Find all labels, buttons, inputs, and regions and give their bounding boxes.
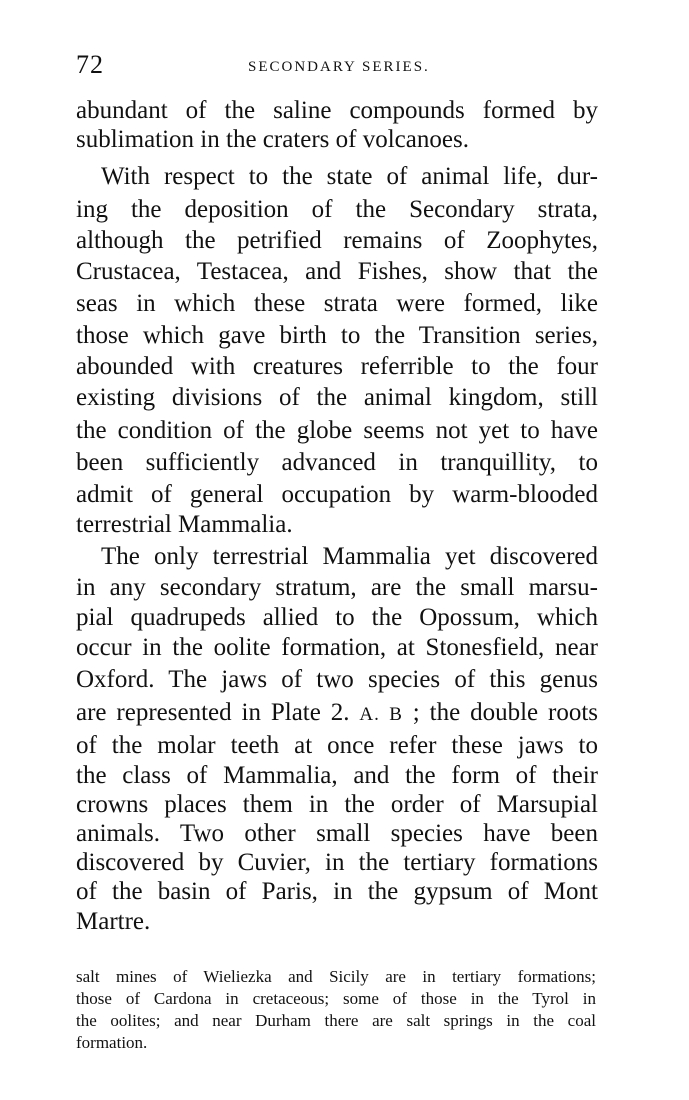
- text-line: of the basin of Paris, in the gypsum of Mont: [76, 878, 598, 905]
- figure-reference: A. B: [359, 704, 403, 725]
- text-line: ing the deposition of the Secondary strata,: [76, 196, 598, 223]
- footnote-line: the oolites; and near Durham there are salt springs in the coal: [76, 1011, 596, 1030]
- footnote-line: salt mines of Wieliezka and Sicily are in tertiary formations;: [76, 967, 596, 986]
- text-line: Oxford. The jaws of two species of this genus: [76, 666, 598, 693]
- text-line: [76, 698, 598, 728]
- text-line: the condition of the globe seems not yet to have: [76, 417, 598, 444]
- text-line: Crustacea, Testacea, and Fishes, show that the: [76, 258, 598, 285]
- text-line: in any secondary stratum, are the small marsu-: [76, 574, 598, 601]
- text-line: abounded with creatures referrible to the four: [76, 353, 598, 380]
- text-line: been sufficiently advanced in tranquillity, to: [76, 449, 598, 476]
- page-number: 72: [76, 50, 104, 79]
- text-line: occur in the oolite formation, at Stonesfield, near: [76, 634, 598, 661]
- text-line: The only terrestrial Mammalia yet discovered: [101, 543, 598, 570]
- text-line: of the molar teeth at once refer these jaws to: [76, 732, 598, 759]
- text-line: existing divisions of the animal kingdom, still: [76, 384, 598, 411]
- text-line: abundant of the saline compounds formed by: [76, 97, 598, 124]
- text-fragment: ; the double roots: [412, 699, 598, 726]
- text-fragment: are represented in Plate 2.: [76, 699, 350, 726]
- text-line: pial quadrupeds allied to the Opossum, which: [76, 604, 598, 631]
- text-line: terrestrial Mammalia.: [76, 511, 293, 538]
- text-line: sublimation in the craters of volcanoes.: [76, 126, 469, 153]
- text-line: those which gave birth to the Transition series,: [76, 322, 598, 349]
- text-line: With respect to the state of animal life, dur-: [101, 163, 598, 190]
- text-line: Martre.: [76, 908, 151, 935]
- running-head: SECONDARY SERIES.: [248, 59, 430, 75]
- text-line: animals. Two other small species have been: [76, 820, 598, 847]
- footnote-line: those of Cardona in cretaceous; some of those in the Tyrol in: [76, 989, 596, 1008]
- text-line: the class of Mammalia, and the form of their: [76, 762, 598, 789]
- text-line: crowns places them in the order of Marsupial: [76, 791, 598, 818]
- text-line: seas in which these strata were formed, like: [76, 290, 598, 317]
- text-line: admit of general occupation by warm-blooded: [76, 481, 598, 508]
- text-line: although the petrified remains of Zoophytes,: [76, 227, 598, 254]
- footnote-line: formation.: [76, 1033, 148, 1052]
- page-header: [76, 50, 600, 84]
- text-line: discovered by Cuvier, in the tertiary formations: [76, 849, 598, 876]
